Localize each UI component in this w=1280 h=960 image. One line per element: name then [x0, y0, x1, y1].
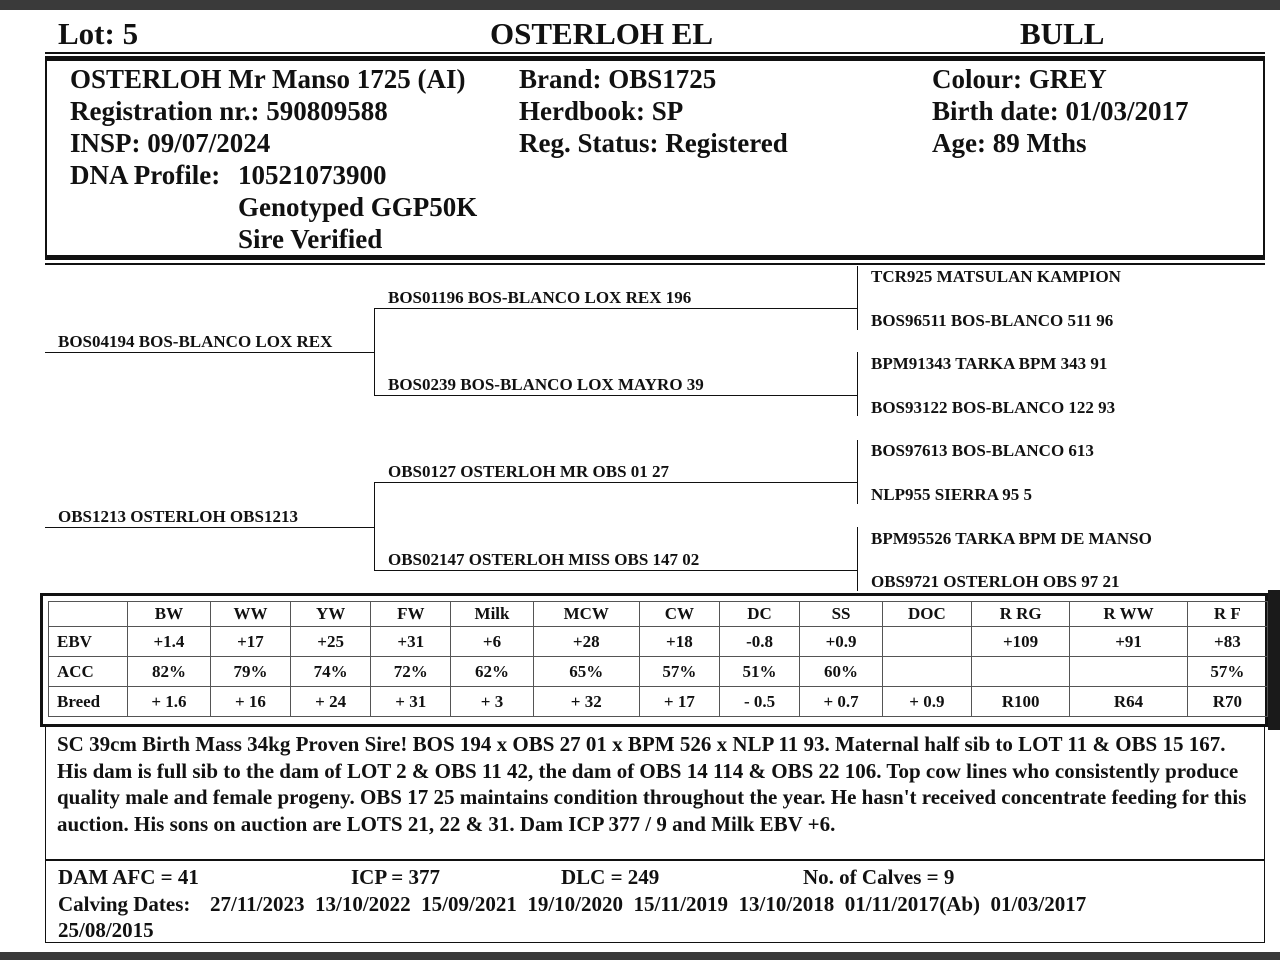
- dam-dlc: DLC = 249: [561, 865, 660, 889]
- ebv-cell: [971, 657, 1070, 687]
- pedigree-line: [374, 570, 858, 571]
- pedigree-ggp: NLP955 SIERRA 95 5: [871, 485, 1033, 504]
- breed-row: [49, 687, 1268, 717]
- ebv-cell: +1.4: [128, 627, 211, 657]
- pedigree-sire-dam: BOS0239 BOS-BLANCO LOX MAYRO 39: [388, 375, 704, 394]
- ebv-row: [49, 627, 1268, 657]
- pedigree-sire: BOS04194 BOS-BLANCO LOX REX: [58, 332, 333, 351]
- lot-number: Lot: 5: [58, 16, 139, 51]
- birth-date: Birth date: 01/03/2017: [932, 96, 1189, 126]
- ebv-header-cell: R RG: [971, 602, 1070, 627]
- registration-number: Registration nr.: 590809588: [70, 96, 388, 126]
- pedigree-line: [857, 527, 858, 591]
- ebv-cell: +28: [533, 627, 639, 657]
- calving-dates-continued: 25/08/2015: [58, 918, 154, 942]
- ebv-cell: [882, 657, 971, 687]
- ebv-header-cell: DC: [719, 602, 799, 627]
- ebv-header-cell: Milk: [451, 602, 533, 627]
- ebv-cell: +0.9: [800, 627, 883, 657]
- pedigree-line: [374, 482, 375, 570]
- lot-notes: SC 39cm Birth Mass 34kg Proven Sire! BOS 194 x OBS 27 01 x BPM 526 x NLP 11 93. Maternal half sib to LOT 11 & OBS 15 167. His dam is full sib to the dam of LOT 2 & OBS 11 42, the dam of OBS 14 114 & OBS 22 106. Top cow lines who consistently produce quality male and female progeny. OBS 17 25 maintains condition throughout the year. He hasn't received concentrate feeding for this auction. His sons on auction are LOTS 21, 22 & 31. Dam ICP 377 / 9 and Milk EBV +6.: [57, 732, 1247, 836]
- colour: Colour: GREY: [932, 64, 1107, 94]
- pedigree-dam-dam: OBS02147 OSTERLOH MISS OBS 147 02: [388, 550, 700, 569]
- bottom-edge-bar: [0, 952, 1280, 960]
- ebv-cell: + 31: [371, 687, 451, 717]
- pedigree-line: [45, 527, 375, 528]
- pedigree-line: [374, 482, 858, 483]
- ebv-header-cell: R F: [1187, 602, 1267, 627]
- ebv-cell: + 17: [639, 687, 719, 717]
- pedigree-sire-sire: BOS01196 BOS-BLANCO LOX REX 196: [388, 288, 692, 307]
- info-rule-thin: [45, 263, 1265, 265]
- ebv-cell: ACC: [49, 657, 128, 687]
- ebv-cell: 82%: [128, 657, 211, 687]
- dna-profile-label: DNA Profile:: [70, 160, 221, 190]
- dam-calves: No. of Calves = 9: [803, 865, 955, 889]
- ebv-cell: [1070, 657, 1187, 687]
- age: Age: 89 Mths: [932, 128, 1087, 158]
- pedigree-ggp: BPM95526 TARKA BPM DE MANSO: [871, 529, 1152, 548]
- ebv-cell: +31: [371, 627, 451, 657]
- ebv-cell: +109: [971, 627, 1070, 657]
- ebv-cell: + 1.6: [128, 687, 211, 717]
- ebv-cell: R64: [1070, 687, 1187, 717]
- ebv-table: [48, 601, 1268, 717]
- ebv-cell: +17: [210, 627, 290, 657]
- ebv-cell: -0.8: [719, 627, 799, 657]
- info-left-border: [45, 61, 47, 256]
- ebv-cell: 51%: [719, 657, 799, 687]
- herdbook: Herdbook: SP: [519, 96, 684, 126]
- calving-dates: 27/11/2023 13/10/2022 15/09/2021 19/10/2020 15/11/2019 13/10/2018 01/11/2017(Ab) 01/03/2017: [210, 892, 1087, 916]
- pedigree-ggp: BOS93122 BOS-BLANCO 122 93: [871, 398, 1116, 417]
- ebv-cell: 72%: [371, 657, 451, 687]
- ebv-cell: 57%: [639, 657, 719, 687]
- info-right-border: [1263, 61, 1265, 256]
- ebv-cell: 79%: [210, 657, 290, 687]
- pedigree-ggp: BPM91343 TARKA BPM 343 91: [871, 354, 1108, 373]
- ebv-cell: - 0.5: [719, 687, 799, 717]
- ebv-cell: Breed: [49, 687, 128, 717]
- pedigree-ggp: OBS9721 OSTERLOH OBS 97 21: [871, 572, 1120, 591]
- genotyped-status: Genotyped GGP50K: [238, 192, 478, 222]
- ebv-header-cell: WW: [210, 602, 290, 627]
- ebv-cell: +83: [1187, 627, 1267, 657]
- dam-icp: ICP = 377: [351, 865, 440, 889]
- calving-dates-label: Calving Dates:: [58, 892, 191, 916]
- acc-row: [49, 657, 1268, 687]
- ebv-header-cell: MCW: [533, 602, 639, 627]
- ebv-cell: EBV: [49, 627, 128, 657]
- ebv-cell: R70: [1187, 687, 1267, 717]
- pedigree-ggp: TCR925 MATSULAN KAMPION: [871, 267, 1121, 286]
- top-edge-bar: [0, 0, 1280, 10]
- ebv-cell: [882, 627, 971, 657]
- sire-verified-status: Sire Verified: [238, 224, 383, 254]
- pedigree-line: [857, 266, 858, 330]
- ebv-header-cell: [49, 602, 128, 627]
- ebv-header-cell: FW: [371, 602, 451, 627]
- animal-type: BULL: [1020, 16, 1105, 51]
- pedigree-dam-sire: OBS0127 OSTERLOH MR OBS 01 27: [388, 462, 670, 481]
- ebv-header-cell: R WW: [1070, 602, 1187, 627]
- ebv-cell: +25: [291, 627, 371, 657]
- ebv-header-cell: BW: [128, 602, 211, 627]
- pedigree-ggp: BOS96511 BOS-BLANCO 511 96: [871, 311, 1114, 330]
- ebv-cell: + 32: [533, 687, 639, 717]
- pedigree-line: [45, 352, 375, 353]
- ebv-cell: +18: [639, 627, 719, 657]
- pedigree-line: [857, 440, 858, 504]
- ebv-cell: +91: [1070, 627, 1187, 657]
- ebv-cell: 60%: [800, 657, 883, 687]
- info-rule-thick: [45, 255, 1265, 260]
- ebv-cell: 57%: [1187, 657, 1267, 687]
- header-rule-thin: [45, 52, 1265, 54]
- registration-status: Reg. Status: Registered: [519, 128, 788, 158]
- ebv-cell: 65%: [533, 657, 639, 687]
- pedigree-ggp: BOS97613 BOS-BLANCO 613: [871, 441, 1094, 460]
- ebv-cell: +6: [451, 627, 533, 657]
- ebv-cell: + 16: [210, 687, 290, 717]
- pedigree-line: [374, 308, 375, 396]
- brand: Brand: OBS1725: [519, 64, 717, 94]
- ebv-header-row: [49, 602, 1268, 627]
- ebv-header-cell: CW: [639, 602, 719, 627]
- ebv-header-cell: SS: [800, 602, 883, 627]
- ebv-cell: 62%: [451, 657, 533, 687]
- inspection-date: INSP: 09/07/2024: [70, 128, 271, 158]
- pedigree-line: [857, 352, 858, 416]
- ebv-cell: 74%: [291, 657, 371, 687]
- animal-name: OSTERLOH Mr Manso 1725 (AI): [70, 64, 466, 94]
- ebv-header-cell: YW: [291, 602, 371, 627]
- dam-afc: DAM AFC = 41: [58, 865, 199, 889]
- pedigree-dam: OBS1213 OSTERLOH OBS1213: [58, 507, 298, 526]
- right-edge-bar: [1268, 590, 1280, 730]
- ebv-cell: + 0.7: [800, 687, 883, 717]
- pedigree-line: [374, 395, 858, 396]
- dna-profile-value: 10521073900: [238, 160, 387, 190]
- header-rule-thick: [45, 56, 1265, 61]
- ebv-cell: + 0.9: [882, 687, 971, 717]
- ebv-cell: + 24: [291, 687, 371, 717]
- pedigree-line: [374, 308, 858, 309]
- breeder-name: OSTERLOH EL: [490, 16, 714, 51]
- ebv-cell: + 3: [451, 687, 533, 717]
- ebv-cell: R100: [971, 687, 1070, 717]
- ebv-header-cell: DOC: [882, 602, 971, 627]
